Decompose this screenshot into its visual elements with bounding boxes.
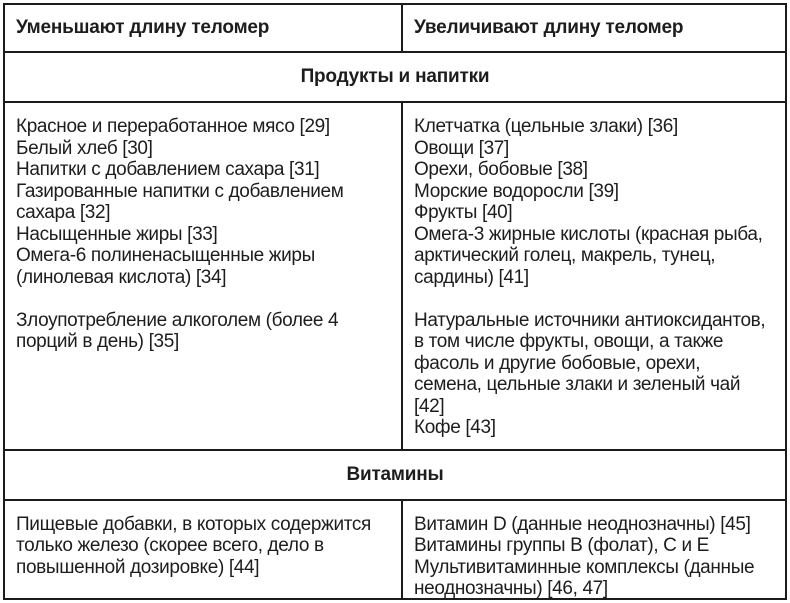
section-row-vitamins	[5, 449, 785, 499]
table-item: Злоупотребление алкоголем (более 4 порций в день) [35]	[16, 309, 339, 352]
section-title-foods-and-drinks: Продукты и напитки	[300, 66, 490, 87]
table-item: Напитки с добавлением сахара [31]	[16, 159, 320, 180]
table-item: Омега-3 жирные кислоты (красная рыба, арктический голец, макрель, тунец, сардины) [41]	[414, 223, 763, 288]
table-item: Красное и переработанное мясо [29]	[16, 116, 330, 137]
cell-vitamins-increase	[403, 501, 785, 601]
table-item: Белый хлеб [30]	[16, 137, 153, 159]
section-row-foods	[5, 51, 785, 101]
cell-foods-increase	[403, 103, 785, 449]
table-item: Орехи, бобовые [38]	[414, 159, 588, 180]
table-item: Натуральные источники антиоксидантов, в том числе фрукты, овощи, а также фасоль и другие бобовые, орехи, семена, цельные злаки и зеленый чай [42]	[414, 309, 766, 417]
table-header-row	[5, 5, 785, 51]
section-title-vitamins: Витамины	[346, 463, 444, 485]
telomere-factors-table	[3, 3, 787, 600]
table-item: Пищевые добавки, в которых содержится только железо (скорее всего, дело в повышенной дозировке) [44]	[16, 513, 371, 578]
table-item: Насыщенные жиры [33]	[16, 223, 218, 245]
column-header-decrease-telomeres: Уменьшают длину теломер	[5, 5, 403, 51]
table-item: Клетчатка (цельные злаки) [36]	[414, 116, 678, 137]
table-item: Витамин D (данные неоднозначны) [45]	[414, 513, 751, 535]
table-body-row-vitamins	[5, 499, 785, 601]
column-header-increase-telomeres: Увеличивают длину теломер	[414, 17, 684, 38]
table-item: Мультивитаминные комплексы (данные неоднозначны) [46, 47]	[414, 556, 755, 599]
table-item: Овощи [37]	[414, 137, 509, 159]
cell-vitamins-decrease	[5, 501, 403, 601]
table-item: Фрукты [40]	[414, 202, 513, 223]
table-item: Газированные напитки с добавлением сахара [32]	[16, 180, 344, 223]
table-item: Кофе [43]	[414, 417, 496, 438]
table-item: Морские водоросли [39]	[414, 180, 619, 202]
cell-foods-decrease	[5, 103, 403, 449]
table-body-row-foods	[5, 101, 785, 449]
table-item: Омега-6 полиненасыщенные жиры (линолевая кислота) [34]	[16, 245, 315, 288]
table-item: Витамины группы B (фолат), C и E	[414, 535, 709, 556]
